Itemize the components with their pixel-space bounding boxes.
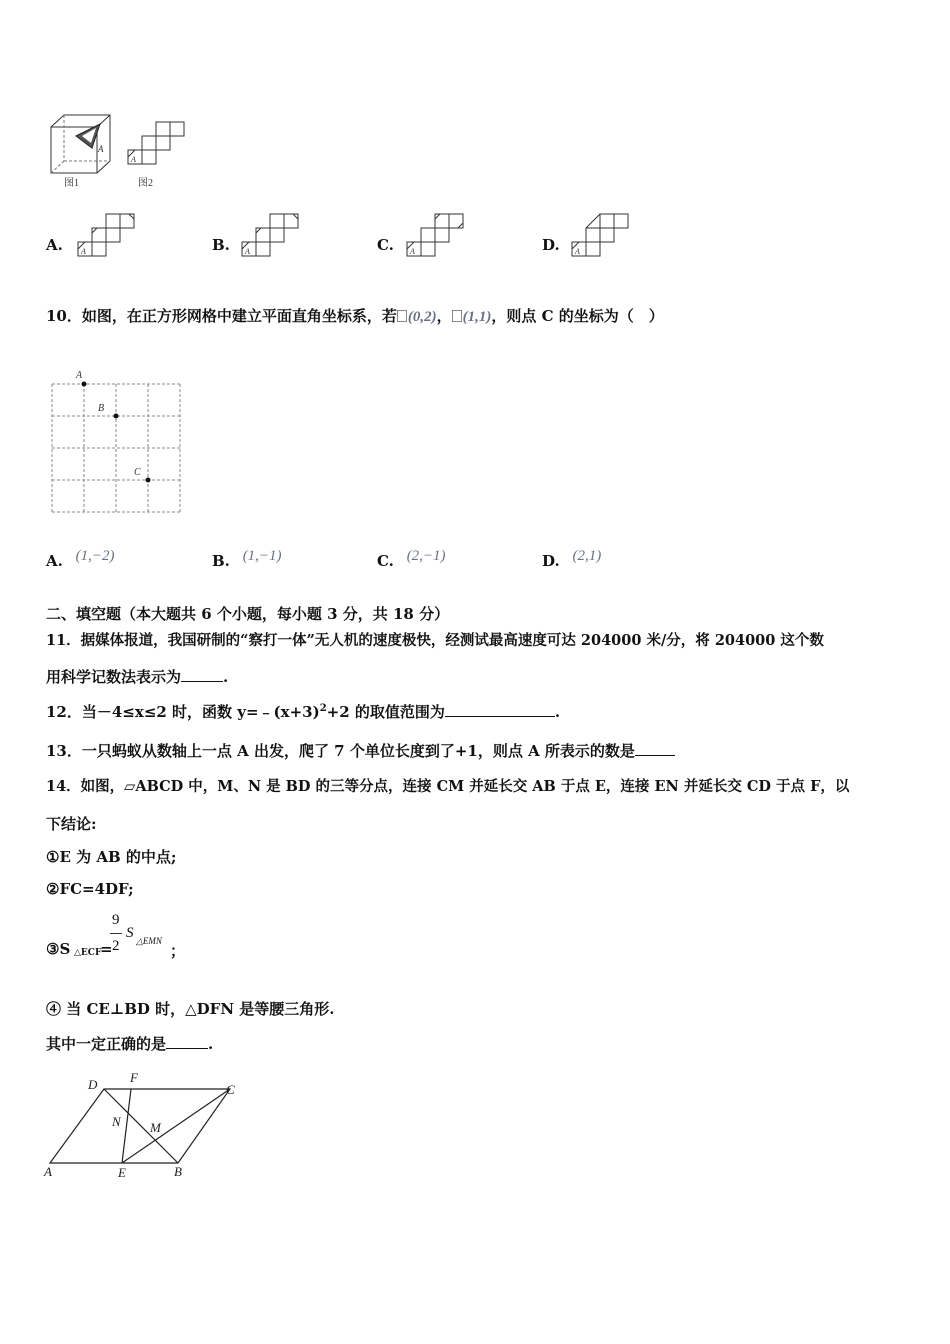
svg-text:A: A [245,247,250,256]
fraction-numerator: 9 [112,912,120,928]
svg-text:A: A [44,1164,52,1179]
coordinate-grid [46,368,186,520]
svg-text:N: N [112,1114,121,1129]
q14-line2: 下结论: [46,815,97,833]
q9-option-b[interactable]: B. A [212,208,352,264]
grid-point-c [146,478,151,483]
q10-option-b[interactable]: B. (1,−1) [212,548,282,570]
point-a-placeholder-icon [397,310,407,322]
cube-figure [46,112,116,192]
fraction-denominator: 2 [112,938,120,954]
svg-text:A: A [81,247,86,256]
q14-conclusion-1: ①E 为 AB 的中点; [46,848,177,866]
q10-stem: 10．如图，在正方形网格中建立平面直角坐标系，若 (0,2)， (1,1)，则点 C 的坐标为（ ） [46,307,664,325]
q14-conclusion-2: ②FC=4DF; [46,880,134,898]
q14-answer-blank[interactable] [166,1034,208,1049]
q14-conclusion-4: ④ 当 CE⊥BD 时，△DFN 是等腰三角形. [46,1000,335,1018]
svg-text:F: F [130,1070,138,1085]
option-d-net [570,212,634,260]
q9-figure-2 [126,118,196,192]
q9-option-d[interactable]: D. A [542,208,682,264]
svg-text:A: A [575,247,580,256]
q10-option-c[interactable]: C. (2,−1) [377,548,446,570]
q9-option-a[interactable]: A. A [46,208,186,264]
svg-text:D: D [88,1077,98,1092]
q11-line1: 11．据媒体报道，我国研制的“察打一体”无人机的速度极快，经测试最高速度可达 204000 米/分，将 204000 这个数 [46,632,824,649]
fraction-bar [110,933,122,934]
svg-text:A: A [98,144,104,154]
q9-option-c[interactable]: C. A [377,208,517,264]
q9-options [46,208,666,264]
net-figure [126,118,196,192]
svg-text:A: A [410,247,415,256]
option-a-net [76,212,138,260]
q12-answer-blank[interactable] [445,702,555,717]
grid-label-c: C [134,467,141,478]
q13: 13．一只蚂蚁从数轴上一点 A 出发，爬了 7 个单位长度到了+1，则点 A 所表示的数是 [46,740,675,761]
grid-point-a [82,382,87,387]
q14-parallelogram-figure [42,1070,242,1180]
svg-text:B: B [174,1164,182,1179]
svg-text:A: A [131,155,136,164]
q10-option-a[interactable]: A. (1,−2) [46,548,115,570]
parallelogram-diagram [42,1070,242,1180]
q10-options [46,546,666,572]
section-heading: 二、填空题（本大题共 6 个小题，每小题 3 分，共 18 分） [46,605,450,623]
q14-line1: 14．如图，▱ABCD 中，M、N 是 BD 的三等分点，连接 CM 并延长交 AB 于点 E，连接 EN 并延长交 CD 于点 F，以 [46,778,850,795]
svg-text:M: M [150,1120,161,1135]
q10-option-d[interactable]: D. (2,1) [542,548,602,570]
q11-answer-blank[interactable] [181,667,223,682]
q14-ask: 其中一定正确的是 . [46,1035,214,1053]
point-b-placeholder-icon [452,310,462,322]
grid-point-b [114,414,119,419]
q10-grid-figure [46,368,186,520]
q9-figure-1 [46,112,116,192]
q12: 12．当－4≤x≤2 时，函数 $y=﹣(x+3)^2+2$ 的取值范围为 . [46,703,561,721]
q13-answer-blank[interactable] [635,741,675,756]
q11-line2: 用科学记数法表示为 . [46,668,229,686]
option-b-net [240,212,302,260]
svg-text:C: C [226,1082,235,1097]
grid-label-b: B [98,403,105,414]
grid-label-a: A [76,370,83,381]
option-c-net [405,212,469,260]
fig1-caption: 图1 [64,178,79,189]
fig2-caption: 图2 [138,178,153,189]
svg-text:E: E [118,1165,126,1180]
